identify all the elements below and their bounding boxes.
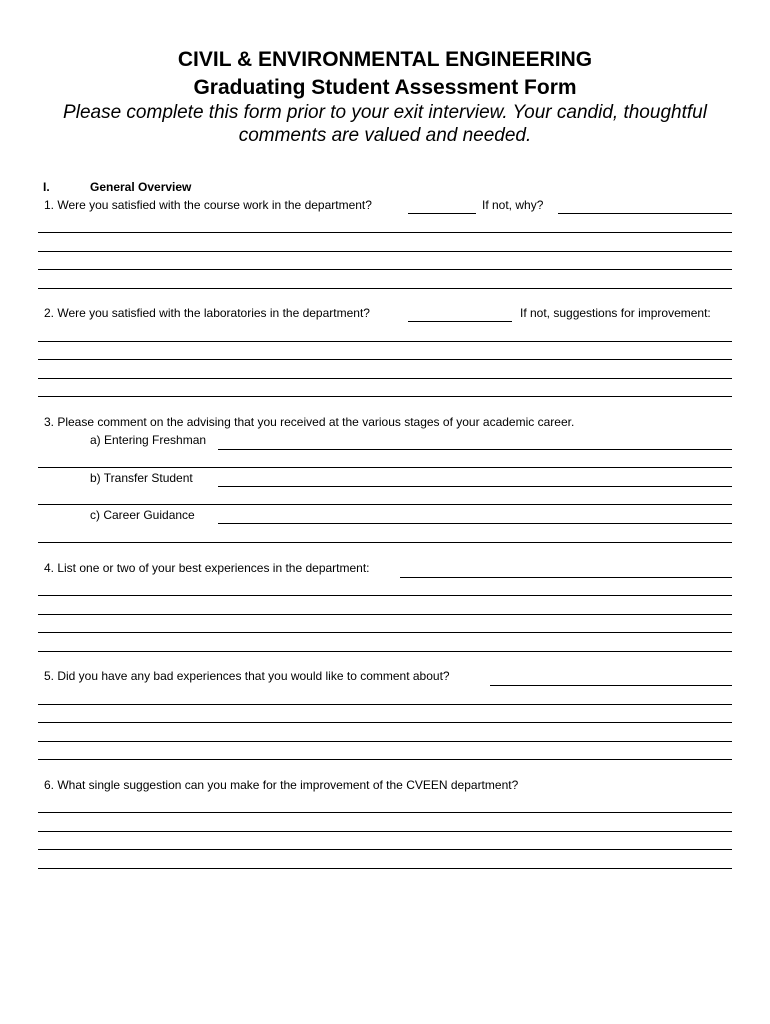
question-5-comment-line[interactable]	[38, 722, 732, 723]
question-4-text: 4. List one or two of your best experiences in the department:	[44, 561, 370, 575]
form-title-department: CIVIL & ENVIRONMENTAL ENGINEERING	[177, 48, 593, 71]
section-title: General Overview	[90, 180, 192, 194]
question-5-comment-line[interactable]	[38, 759, 732, 760]
question-4-comment-line[interactable]	[38, 595, 732, 596]
question-3a-comment-line[interactable]	[38, 467, 732, 468]
question-5-comment-line[interactable]	[38, 704, 732, 705]
question-5-answer-line[interactable]	[490, 685, 732, 686]
question-1-comment-line[interactable]	[38, 251, 732, 252]
question-3c-comment-line[interactable]	[38, 542, 732, 543]
question-1-followup-line[interactable]	[558, 213, 732, 214]
question-6-comment-line[interactable]	[38, 812, 732, 813]
section-number: I.	[43, 180, 50, 194]
question-1-text: 1. Were you satisfied with the course work in the department?	[44, 198, 372, 212]
question-1-comment-line[interactable]	[38, 232, 732, 233]
question-4-comment-line[interactable]	[38, 614, 732, 615]
form-instructions-line1: Please complete this form prior to your exit interview. Your candid, thoughtful	[63, 102, 707, 123]
question-4-comment-line[interactable]	[38, 651, 732, 652]
question-6-text: 6. What single suggestion can you make for the improvement of the CVEEN department?	[44, 778, 519, 792]
question-1-comment-line[interactable]	[38, 288, 732, 289]
question-6-comment-line[interactable]	[38, 849, 732, 850]
question-5-comment-line[interactable]	[38, 741, 732, 742]
question-3a-answer-line[interactable]	[218, 449, 732, 450]
question-1-followup: If not, why?	[482, 198, 544, 212]
question-6-comment-line[interactable]	[38, 831, 732, 832]
question-2-answer-line[interactable]	[408, 321, 512, 322]
question-3b-comment-line[interactable]	[38, 504, 732, 505]
question-6-comment-line[interactable]	[38, 868, 732, 869]
question-2-comment-line[interactable]	[38, 359, 732, 360]
question-2-text: 2. Were you satisfied with the laboratories in the department?	[44, 306, 370, 320]
question-2-comment-line[interactable]	[38, 396, 732, 397]
question-4-answer-line[interactable]	[400, 577, 732, 578]
question-3-text: 3. Please comment on the advising that you received at the various stages of your academic career.	[44, 415, 575, 429]
question-2-comment-line[interactable]	[38, 378, 732, 379]
form-title: Graduating Student Assessment Form	[193, 76, 577, 99]
question-2-followup: If not, suggestions for improvement:	[520, 306, 711, 320]
question-3b-label: b) Transfer Student	[90, 471, 193, 485]
question-3a-label: a) Entering Freshman	[90, 433, 207, 447]
question-5-text: 5. Did you have any bad experiences that you would like to comment about?	[44, 669, 450, 683]
question-3b-answer-line[interactable]	[218, 486, 732, 487]
question-4-comment-line[interactable]	[38, 632, 732, 633]
form-instructions-line2: comments are valued and needed.	[238, 125, 532, 146]
question-3c-answer-line[interactable]	[218, 523, 732, 524]
question-1-comment-line[interactable]	[38, 269, 732, 270]
question-2-comment-line[interactable]	[38, 341, 732, 342]
question-1-answer-line[interactable]	[408, 213, 476, 214]
question-3c-label: c) Career Guidance	[90, 508, 195, 522]
